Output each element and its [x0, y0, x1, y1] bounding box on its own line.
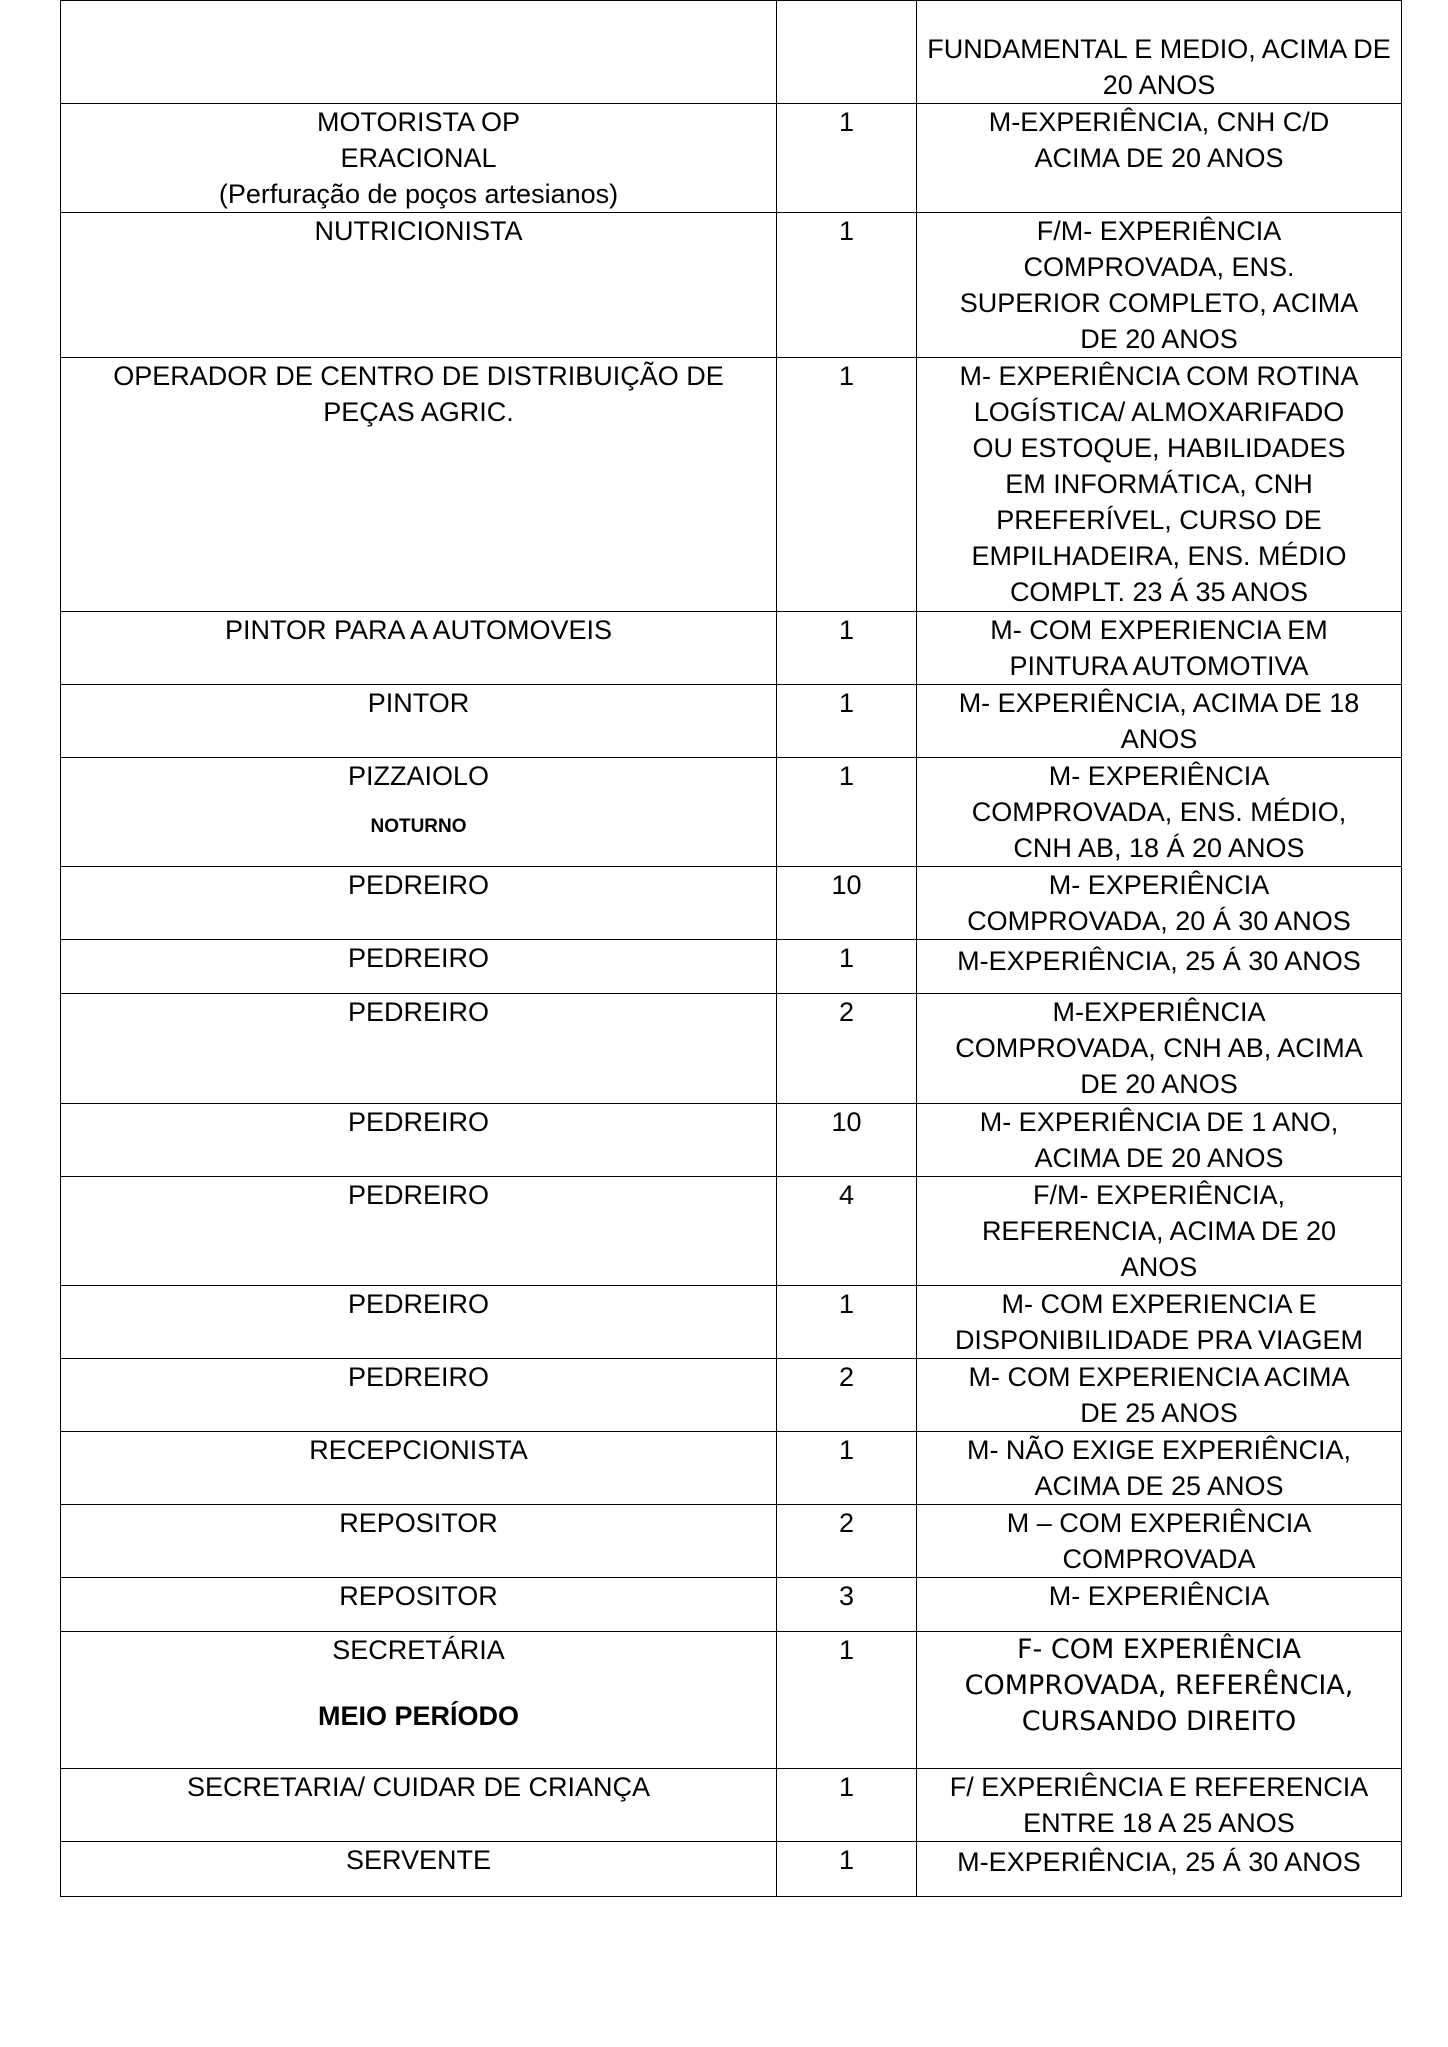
job-title: PIZZAIOLO: [347, 761, 490, 791]
job-title-cell: [61, 104, 777, 213]
table-row: [61, 758, 1402, 867]
quantity-cell: 1: [777, 1842, 917, 1897]
shift-note: NOTURNO: [370, 816, 467, 837]
requirements-cell: M- EXPERIÊNCIA COMPROVADA, 20 Á 30 ANOS: [917, 867, 1402, 940]
quantity-cell: 1: [777, 685, 917, 758]
requirements-cell: M-EXPERIÊNCIA, 25 Á 30 ANOS: [917, 940, 1402, 994]
table-row: [61, 1632, 1402, 1769]
job-title-cell: PINTOR: [61, 685, 777, 758]
requirements-cell: M- EXPERIÊNCIA DE 1 ANO, ACIMA DE 20 ANOS: [917, 1104, 1402, 1177]
job-subtitle: (Perfuração de poços artesianos): [218, 179, 619, 209]
requirements-cell: F/M- EXPERIÊNCIA COMPROVADA, ENS. SUPERIOR COMPLETO, ACIMA DE 20 ANOS: [917, 213, 1402, 358]
table-row: [61, 1286, 1402, 1359]
job-title-cell: REPOSITOR: [61, 1505, 777, 1578]
requirements-cell: M- COM EXPERIENCIA EM PINTURA AUTOMOTIVA: [917, 612, 1402, 685]
job-title-cell: REPOSITOR: [61, 1578, 777, 1632]
table-row: [61, 1578, 1402, 1632]
table-row: [61, 612, 1402, 685]
requirements-cell: M- COM EXPERIENCIA ACIMA DE 25 ANOS: [917, 1359, 1402, 1432]
quantity-cell: 2: [777, 1359, 917, 1432]
job-title-cell: [61, 758, 777, 867]
requirements-cell: M- EXPERIÊNCIA, ACIMA DE 18 ANOS: [917, 685, 1402, 758]
quantity-cell: 2: [777, 1505, 917, 1578]
table-row: [61, 994, 1402, 1104]
quantity-cell: 1: [777, 1632, 917, 1769]
job-title-cell: RECEPCIONISTA: [61, 1432, 777, 1505]
requirements-cell: F/M- EXPERIÊNCIA, REFERENCIA, ACIMA DE 20 ANOS: [917, 1177, 1402, 1286]
shift-note: MEIO PERÍODO: [317, 1701, 520, 1731]
job-title-cell: PEDREIRO: [61, 1359, 777, 1432]
requirements-cell: M- EXPERIÊNCIA COMPROVADA, ENS. MÉDIO, CNH AB, 18 Á 20 ANOS: [917, 758, 1402, 867]
table-row: [61, 1104, 1402, 1177]
job-title-cell: PEDREIRO: [61, 940, 777, 994]
quantity-cell: 1: [777, 358, 917, 612]
requirements-cell: F/ EXPERIÊNCIA E REFERENCIA ENTRE 18 A 25 ANOS: [917, 1769, 1402, 1842]
job-vacancies-table: [60, 0, 1402, 1897]
job-title-cell: [61, 1, 777, 104]
requirements-cell: M-EXPERIÊNCIA, 25 Á 30 ANOS: [917, 1842, 1402, 1897]
job-title-cell: OPERADOR DE CENTRO DE DISTRIBUIÇÃO DE PEÇAS AGRIC.: [61, 358, 777, 612]
requirements-cell: M- NÃO EXIGE EXPERIÊNCIA, ACIMA DE 25 ANOS: [917, 1432, 1402, 1505]
table-row: [61, 1842, 1402, 1897]
requirements-cell: F- COM EXPERIÊNCIA COMPROVADA, REFERÊNCIA, CURSANDO DIREITO: [917, 1632, 1402, 1769]
job-title-cell: [61, 1632, 777, 1769]
quantity-cell: 1: [777, 612, 917, 685]
quantity-cell: 1: [777, 1769, 917, 1842]
requirements-cell: M-EXPERIÊNCIA, CNH C/D ACIMA DE 20 ANOS: [917, 104, 1402, 213]
quantity-cell: 1: [777, 1432, 917, 1505]
quantity-cell: 4: [777, 1177, 917, 1286]
table-row: [61, 1, 1402, 104]
job-title-cell: PEDREIRO: [61, 867, 777, 940]
quantity-cell: 1: [777, 1286, 917, 1359]
job-title-cell: NUTRICIONISTA: [61, 213, 777, 358]
requirements-cell: FUNDAMENTAL E MEDIO, ACIMA DE 20 ANOS: [917, 1, 1402, 104]
requirements-cell: M-EXPERIÊNCIA COMPROVADA, CNH AB, ACIMA DE 20 ANOS: [917, 994, 1402, 1104]
table-row: [61, 1505, 1402, 1578]
table-row: [61, 1359, 1402, 1432]
job-title: SECRETÁRIA: [332, 1635, 505, 1665]
job-title-cell: PEDREIRO: [61, 1177, 777, 1286]
job-title-cell: PEDREIRO: [61, 1286, 777, 1359]
requirements-cell: M- COM EXPERIENCIA E DISPONIBILIDADE PRA VIAGEM: [917, 1286, 1402, 1359]
quantity-cell: 1: [777, 758, 917, 867]
job-title-cell: PINTOR PARA A AUTOMOVEIS: [61, 612, 777, 685]
quantity-cell: 1: [777, 940, 917, 994]
job-title-cell: SERVENTE: [61, 1842, 777, 1897]
requirements-cell: M- EXPERIÊNCIA: [917, 1578, 1402, 1632]
table-row: [61, 1432, 1402, 1505]
requirements-cell: M – COM EXPERIÊNCIA COMPROVADA: [917, 1505, 1402, 1578]
quantity-cell: 1: [777, 213, 917, 358]
table-row: [61, 213, 1402, 358]
quantity-cell: 3: [777, 1578, 917, 1632]
requirements-cell: M- EXPERIÊNCIA COM ROTINA LOGÍSTICA/ ALMOXARIFADO OU ESTOQUE, HABILIDADES EM INFORMÁTICA, CNH PREFERÍVEL, CURSO DE EMPILHADEIRA, ENS. MÉDIO COMPLT. 23 Á 35 ANOS: [917, 358, 1402, 612]
table-row: [61, 940, 1402, 994]
job-title-cell: PEDREIRO: [61, 994, 777, 1104]
quantity-cell: 10: [777, 867, 917, 940]
table-row: [61, 685, 1402, 758]
quantity-cell: [777, 1, 917, 104]
job-title-cell: SECRETARIA/ CUIDAR DE CRIANÇA: [61, 1769, 777, 1842]
quantity-cell: 1: [777, 104, 917, 213]
quantity-cell: 2: [777, 994, 917, 1104]
table-row: [61, 867, 1402, 940]
job-title: MOTORISTA OP ERACIONAL: [316, 107, 521, 173]
job-title-cell: PEDREIRO: [61, 1104, 777, 1177]
table-row: [61, 1769, 1402, 1842]
quantity-cell: 10: [777, 1104, 917, 1177]
table-row: [61, 104, 1402, 213]
table-row: [61, 358, 1402, 612]
table-row: [61, 1177, 1402, 1286]
